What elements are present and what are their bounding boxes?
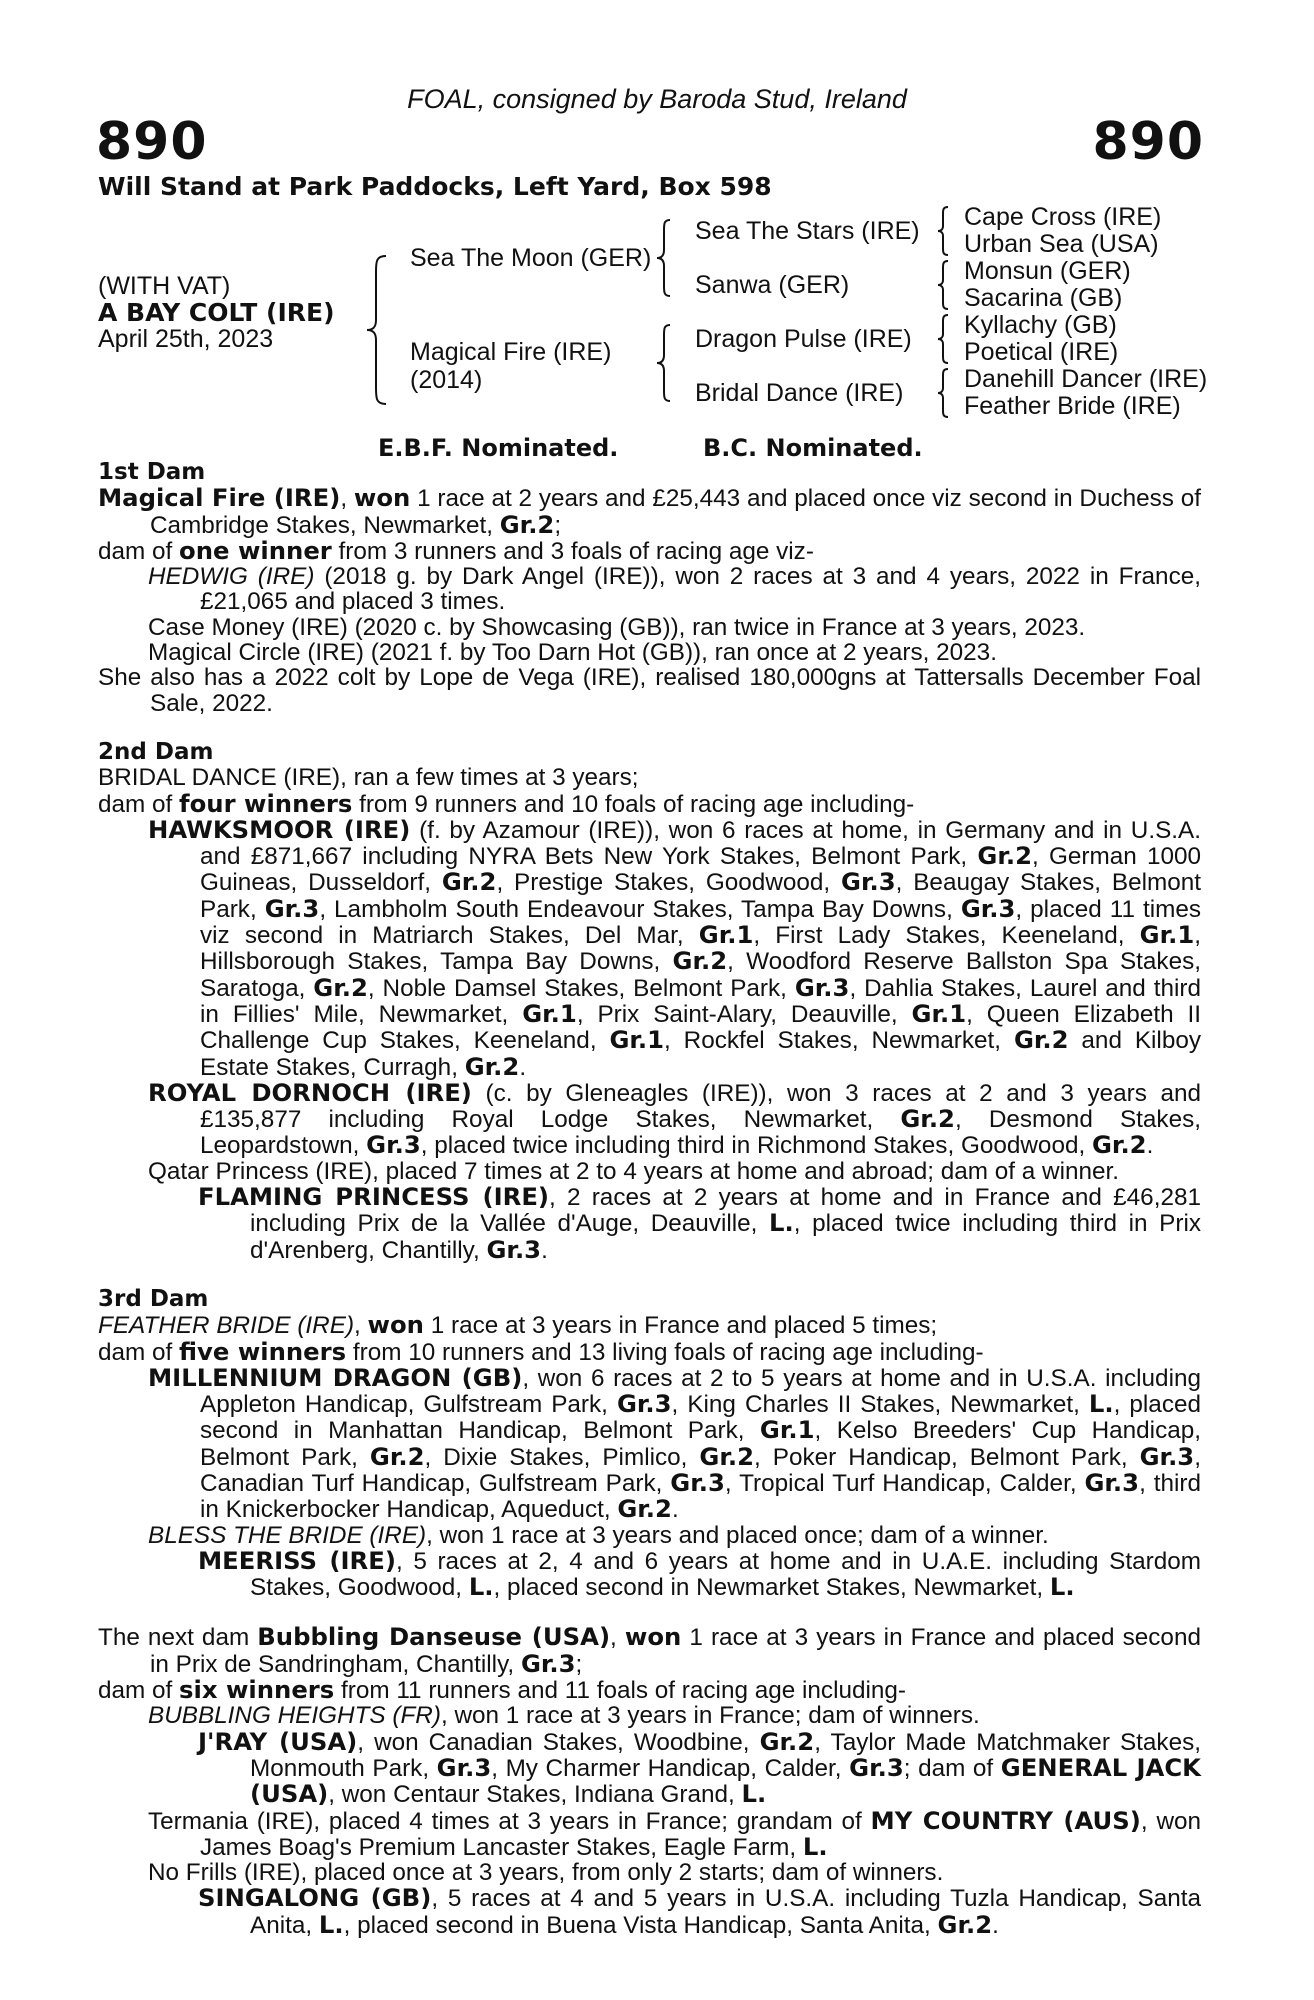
ggp-8: Feather Bride (IRE) (964, 392, 1181, 420)
ggp-6: Poetical (IRE) (964, 338, 1119, 366)
first-dam-heading: 1st Dam (98, 459, 206, 485)
ggp-4: Sacarina (GB) (964, 284, 1123, 312)
produce-magical-circle: Magical Circle (IRE) (2021 f. by Too Darn Hot (GB)), ran once at 2 years, 2023. (148, 639, 997, 667)
ggp-7: Danehill Dancer (IRE) (964, 365, 1208, 393)
lot-number-left: 890 (96, 112, 208, 172)
consignor-line: FOAL, consigned by Baroda Stud, Ireland (407, 84, 907, 114)
pedigree-brace-dam (655, 323, 673, 403)
produce-bless-the-bride: BLESS THE BRIDE (IRE), won 1 race at 3 years and placed once; dam of a winner. (148, 1521, 1049, 1549)
pedigree-brace-main (364, 254, 390, 406)
produce-case-money: Case Money (IRE) (2020 c. by Showcasing (GB)), ran twice in France at 3 years, 2023. (148, 613, 1086, 641)
pedigree-brace-ggp2 (936, 259, 950, 311)
pedigree-brace-ggp3 (936, 313, 950, 365)
vat-note: (WITH VAT) (98, 272, 231, 300)
lot-number-right: 890 (1092, 112, 1204, 172)
sire: Sea The Moon (GER) (410, 244, 652, 272)
ggp-5: Kyllachy (GB) (964, 311, 1117, 339)
first-dam-note: She also has a 2022 colt by Lope de Vega (IRE), realised 180,000gns at Tattersalls December Foal Sale, 2022. (98, 664, 1201, 717)
ggp-3: Monsun (GER) (964, 257, 1131, 285)
sire-dam: Sanwa (GER) (695, 271, 850, 299)
third-dam-record: FEATHER BRIDE (IRE), won 1 race at 3 years in France and placed 5 times; (98, 1310, 938, 1340)
third-dam-heading: 3rd Dam (98, 1285, 209, 1312)
next-dam-record: The next dam Bubbling Danseuse (USA), won 1 race at 3 years in France and placed second in Prix de Sandringham, Chantilly, Gr.3; (98, 1622, 1201, 1678)
dam-year: (2014) (410, 366, 483, 394)
produce-hedwig: HEDWIG (IRE) (2018 g. by Dark Angel (IRE)), won 2 races at 3 and 4 years, 2022 in France, £21,065 and placed 3 times. (148, 563, 1201, 616)
produce-qatar-princess: Qatar Princess (IRE), placed 7 times at 2 to 4 years at home and abroad; dam of a winner. (148, 1157, 1120, 1185)
first-dam-record: Magical Fire (IRE), won 1 race at 2 years and £25,443 and placed once viz second in Duchess of Cambridge Stakes, Newmarket, Gr.2; (98, 483, 1201, 539)
stand-location: Will Stand at Park Paddocks, Left Yard, Box 598 (98, 172, 772, 201)
produce-singalong: SINGALONG (GB), 5 races at 4 and 5 years in U.S.A. including Tuzla Handicap, Santa Anita, L., placed second in Buena Vista Handicap, Santa Anita, Gr.2. (198, 1883, 1201, 1939)
horse-name: A BAY COLT (IRE) (98, 298, 335, 327)
pedigree-brace-sire (655, 218, 673, 298)
pedigree-brace-ggp4 (936, 367, 950, 419)
first-dam-produce: dam of one winner from 3 runners and 3 foals of racing age viz- (98, 535, 814, 565)
ggp-2: Urban Sea (USA) (964, 230, 1159, 258)
produce-royal-dornoch: ROYAL DORNOCH (IRE) (c. by Gleneagles (IRE)), won 3 races at 2 and 3 years and £135,877 including Royal Lodge Stakes, Newmarket, Gr.2, Desmond Stakes, Leopardstown, Gr.3, placed twice including third in Richmond Stakes, Goodwood, Gr.2. (148, 1077, 1201, 1160)
bc-nominated: B.C. Nominated. (703, 434, 923, 462)
produce-meeriss: MEERISS (IRE), 5 races at 2, 4 and 6 years at home and in U.A.E. including Stardom Stakes, Goodwood, L., placed second in Newmarket Stakes, Newmarket, L. (198, 1545, 1202, 1602)
produce-termania: Termania (IRE), placed 4 times at 3 years in France; grandam of MY COUNTRY (AUS), won James Boag's Premium Lancaster Stakes, Eagle Farm, L. (148, 1805, 1202, 1861)
second-dam-produce: dam of four winners from 9 runners and 10 foals of racing age including- (98, 788, 915, 818)
second-dam-heading: 2nd Dam (98, 738, 214, 765)
pedigree-brace-ggp1 (936, 205, 950, 257)
sire-sire: Sea The Stars (IRE) (695, 217, 920, 245)
third-dam-produce: dam of five winners from 10 runners and 13 living foals of racing age including- (98, 1336, 984, 1366)
second-dam-record: BRIDAL DANCE (IRE), ran a few times at 3 years; (98, 764, 639, 792)
dam-dam: Bridal Dance (IRE) (695, 379, 904, 407)
produce-flaming-princess: FLAMING PRINCESS (IRE), 2 races at 2 years at home and in France and £46,281 including Prix de la Vallée d'Auge, Deauville, L., placed twice including third in Prix d'Arenberg, Chantilly, Gr.3. (198, 1182, 1202, 1264)
produce-jray: J'RAY (USA), won Canadian Stakes, Woodbine, Gr.2, Taylor Made Matchmaker Stakes, Monmouth Park, Gr.3, My Charmer Handicap, Calder, Gr.3; dam of GENERAL JACK (USA), won Centaur Stakes, Indiana Grand, L. (198, 1726, 1201, 1809)
produce-bubbling-heights: BUBBLING HEIGHTS (FR), won 1 race at 3 years in France; dam of winners. (148, 1702, 980, 1730)
produce-hawksmoor: HAWKSMOOR (IRE) (f. by Azamour (IRE)), won 6 races at home, in Germany and in U.S.A. and £871,667 including NYRA Bets New York Stakes, Belmont Park, Gr.2, German 1000 Guineas, Dusseldorf, Gr.2, Prestige Stakes, Goodwood, Gr.3, Beaugay Stakes, Belmont Park, Gr.3, Lambholm South Endeavour Stakes, Tampa Bay Downs, Gr.3, placed 11 times viz second in Matriarch Stakes, Del Mar, Gr.1, First Lady Stakes, Keeneland, Gr.1, Hillsborough Stakes, Tampa Bay Downs, Gr.2, Woodford Reserve Ballston Spa Stakes, Saratoga, Gr.2, Noble Damsel Stakes, Belmont Park, Gr.3, Dahlia Stakes, Laurel and third in Fillies' Mile, Newmarket, Gr.1, Prix Saint-Alary, Deauville, Gr.1, Queen Elizabeth II Challenge Cup Stakes, Keeneland, Gr.1, Rockfel Stakes, Newmarket, Gr.2 and Kilboy Estate Stakes, Curragh, Gr.2. (148, 814, 1202, 1081)
ggp-1: Cape Cross (IRE) (964, 203, 1162, 231)
produce-no-frills: No Frills (IRE), placed once at 3 years, from only 2 starts; dam of winners. (148, 1859, 944, 1887)
dam-sire: Dragon Pulse (IRE) (695, 325, 912, 353)
produce-millennium-dragon: MILLENNIUM DRAGON (GB), won 6 races at 2 to 5 years at home and in U.S.A. including Appleton Handicap, Gulfstream Park, Gr.3, King Charles II Stakes, Newmarket, L., placed second in Manhattan Handicap, Belmont Park, Gr.1, Kelso Breeders' Cup Handicap, Belmont Park, Gr.2, Dixie Stakes, Pimlico, Gr.2, Poker Handicap, Belmont Park, Gr.3, Canadian Turf Handicap, Gulfstream Park, Gr.3, Tropical Turf Handicap, Calder, Gr.3, third in Knickerbocker Handicap, Aqueduct, Gr.2. (148, 1362, 1201, 1524)
catalogue-body (98, 460, 1201, 1938)
ebf-nominated: E.B.F. Nominated. (378, 434, 619, 462)
next-dam-produce: dam of six winners from 11 runners and 11 foals of racing age including- (98, 1675, 907, 1705)
horse-dob: April 25th, 2023 (98, 325, 274, 353)
dam: Magical Fire (IRE) (410, 338, 612, 366)
